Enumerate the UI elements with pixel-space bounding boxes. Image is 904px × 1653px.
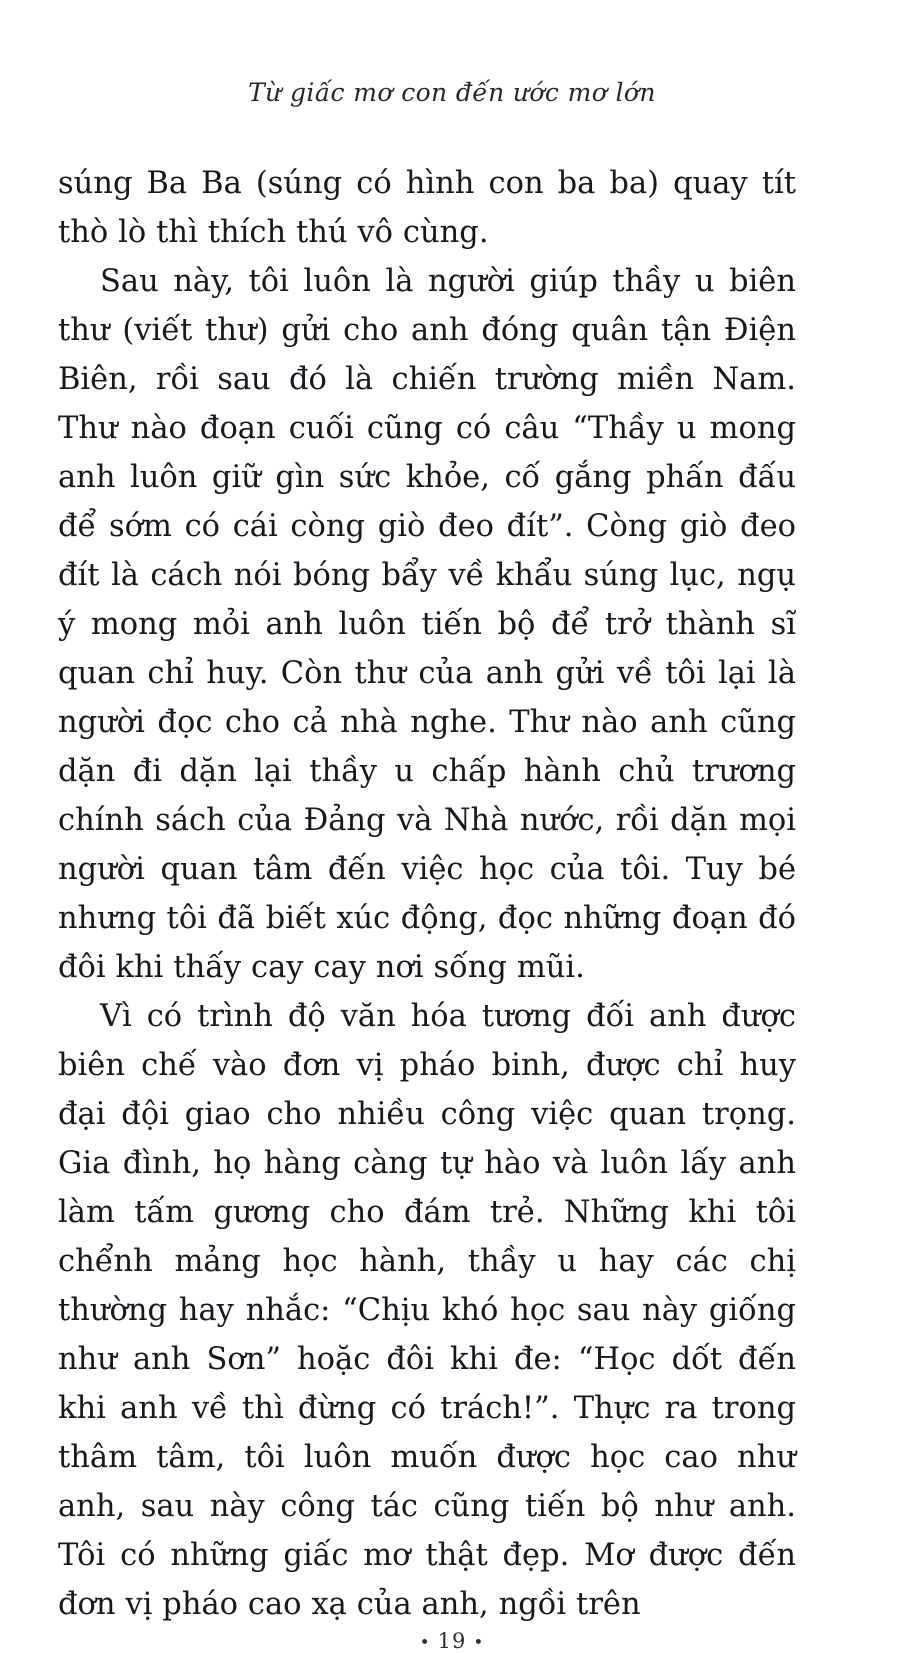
paragraph: Vì có trình độ văn hóa tương đối anh được biên chế vào đơn vị pháo binh, được chỉ huy đại đội giao cho nhiều công việc quan trọng. Gia đình, họ hàng càng tự hào và luôn lấy anh làm tấm gương cho đám trẻ. Những khi tôi chểnh mảng học hành, thầy u hay các chị thường hay nhắc: “Chịu khó học sau này giống như anh Sơn” hoặc đôi khi đe: “Học dốt đến khi anh về thì đừng có trách!”. Thực ra trong thâm tâm, tôi luôn muốn được học cao như anh, sau này công tác cũng tiến bộ như anh. Tôi có những giấc mơ thật đẹp. Mơ được đến đơn vị pháo cao xạ của anh, ngồi trên — [58, 999, 796, 1622]
folio-dot-right: • — [473, 1632, 485, 1653]
paragraph: Sau này, tôi luôn là người giúp thầy u biên thư (viết thư) gửi cho anh đóng quân tận Điện Biên, rồi sau đó là chiến trường miền Nam. Thư nào đoạn cuối cũng có câu “Thầy u mong anh luôn giữ gìn sức khỏe, cố gắng phấn đấu để sớm có cái còng giò đeo đít”. Còng giò đeo đít là cách nói bóng bẩy về khẩu súng lục, ngụ ý mong mỏi anh luôn tiến bộ để trở thành sĩ quan chỉ huy. Còn thư của anh gửi về tôi lại là người đọc cho cả nhà nghe. Thư nào anh cũng dặn đi dặn lại thầy u chấp hành chủ trương chính sách của Đảng và Nhà nước, rồi dặn mọi người quan tâm đến việc học của tôi. Tuy bé nhưng tôi đã biết xúc động, đọc những đoạn đó đôi khi thấy cay cay nơi sống mũi. — [58, 264, 796, 985]
paragraph: súng Ba Ba (súng có hình con ba ba) quay tít thò lò thì thích thú vô cùng. — [58, 166, 796, 250]
page-body — [0, 159, 904, 1629]
page-folio — [0, 1629, 904, 1653]
folio-dot-left: • — [419, 1632, 431, 1653]
page-number: 19 — [437, 1629, 467, 1653]
running-head: Từ giấc mơ con đến ước mơ lớn — [248, 78, 656, 107]
